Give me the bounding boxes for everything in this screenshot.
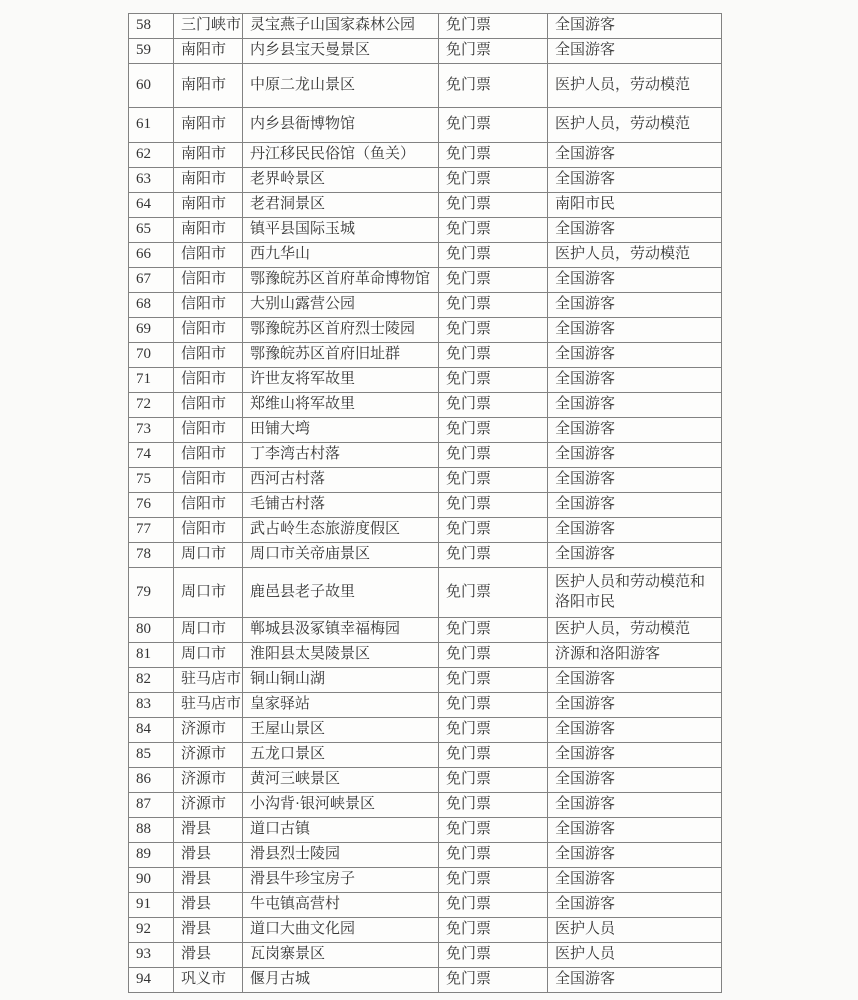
cell-attraction-name: 道口古镇 xyxy=(243,818,439,843)
cell-ticket-policy: 免门票 xyxy=(439,918,548,943)
cell-number: 87 xyxy=(129,793,174,818)
cell-attraction-name: 道口大曲文化园 xyxy=(243,918,439,943)
table-row xyxy=(129,868,722,893)
table-row xyxy=(129,293,722,318)
cell-ticket-policy: 免门票 xyxy=(439,943,548,968)
cell-ticket-policy: 免门票 xyxy=(439,968,548,993)
cell-ticket-policy: 免门票 xyxy=(439,568,548,618)
cell-attraction-name: 周口市关帝庙景区 xyxy=(243,543,439,568)
cell-number: 80 xyxy=(129,618,174,643)
cell-ticket-policy: 免门票 xyxy=(439,468,548,493)
cell-number: 84 xyxy=(129,718,174,743)
cell-city: 南阳市 xyxy=(174,143,243,168)
cell-attraction-name: 鹿邑县老子故里 xyxy=(243,568,439,618)
cell-number: 92 xyxy=(129,918,174,943)
cell-city: 信阳市 xyxy=(174,393,243,418)
cell-ticket-policy: 免门票 xyxy=(439,818,548,843)
cell-audience: 全国游客 xyxy=(548,343,722,368)
cell-number: 62 xyxy=(129,143,174,168)
cell-number: 81 xyxy=(129,643,174,668)
cell-ticket-policy: 免门票 xyxy=(439,193,548,218)
cell-audience: 全国游客 xyxy=(548,693,722,718)
table-row xyxy=(129,668,722,693)
table-row xyxy=(129,543,722,568)
cell-attraction-name: 郑维山将军故里 xyxy=(243,393,439,418)
cell-city: 滑县 xyxy=(174,868,243,893)
cell-audience: 全国游客 xyxy=(548,268,722,293)
cell-city: 三门峡市 xyxy=(174,14,243,39)
cell-city: 南阳市 xyxy=(174,193,243,218)
cell-attraction-name: 小沟背·银河峡景区 xyxy=(243,793,439,818)
cell-attraction-name: 五龙口景区 xyxy=(243,743,439,768)
cell-number: 75 xyxy=(129,468,174,493)
cell-number: 59 xyxy=(129,39,174,64)
cell-ticket-policy: 免门票 xyxy=(439,14,548,39)
cell-city: 信阳市 xyxy=(174,518,243,543)
cell-city: 周口市 xyxy=(174,568,243,618)
cell-attraction-name: 滑县牛珍宝房子 xyxy=(243,868,439,893)
cell-city: 周口市 xyxy=(174,643,243,668)
cell-city: 南阳市 xyxy=(174,168,243,193)
cell-attraction-name: 鄂豫皖苏区首府革命博物馆 xyxy=(243,268,439,293)
cell-city: 南阳市 xyxy=(174,218,243,243)
table-row xyxy=(129,368,722,393)
table-row xyxy=(129,318,722,343)
table-row xyxy=(129,793,722,818)
cell-number: 91 xyxy=(129,893,174,918)
cell-audience: 全国游客 xyxy=(548,143,722,168)
cell-number: 58 xyxy=(129,14,174,39)
table-row xyxy=(129,143,722,168)
cell-audience: 南阳市民 xyxy=(548,193,722,218)
cell-ticket-policy: 免门票 xyxy=(439,318,548,343)
cell-audience: 全国游客 xyxy=(548,218,722,243)
table-row xyxy=(129,818,722,843)
table-row xyxy=(129,343,722,368)
cell-city: 滑县 xyxy=(174,843,243,868)
table-row xyxy=(129,468,722,493)
cell-audience: 医护人员 xyxy=(548,943,722,968)
cell-audience: 全国游客 xyxy=(548,768,722,793)
cell-audience: 济源和洛阳游客 xyxy=(548,643,722,668)
cell-attraction-name: 偃月古城 xyxy=(243,968,439,993)
table-row xyxy=(129,193,722,218)
cell-city: 驻马店市 xyxy=(174,668,243,693)
cell-attraction-name: 中原二龙山景区 xyxy=(243,64,439,108)
cell-number: 72 xyxy=(129,393,174,418)
cell-attraction-name: 毛铺古村落 xyxy=(243,493,439,518)
cell-audience: 全国游客 xyxy=(548,443,722,468)
cell-attraction-name: 灵宝燕子山国家森林公园 xyxy=(243,14,439,39)
cell-attraction-name: 许世友将军故里 xyxy=(243,368,439,393)
cell-ticket-policy: 免门票 xyxy=(439,443,548,468)
cell-ticket-policy: 免门票 xyxy=(439,543,548,568)
cell-attraction-name: 丁李湾古村落 xyxy=(243,443,439,468)
cell-audience: 医护人员，劳动模范 xyxy=(548,618,722,643)
table-row xyxy=(129,243,722,268)
table-row xyxy=(129,968,722,993)
cell-city: 济源市 xyxy=(174,743,243,768)
cell-audience: 全国游客 xyxy=(548,318,722,343)
cell-city: 滑县 xyxy=(174,818,243,843)
cell-number: 88 xyxy=(129,818,174,843)
cell-number: 63 xyxy=(129,168,174,193)
cell-attraction-name: 黄河三峡景区 xyxy=(243,768,439,793)
cell-number: 68 xyxy=(129,293,174,318)
table-row xyxy=(129,518,722,543)
cell-audience: 全国游客 xyxy=(548,718,722,743)
cell-number: 60 xyxy=(129,64,174,108)
cell-city: 济源市 xyxy=(174,718,243,743)
cell-audience: 全国游客 xyxy=(548,368,722,393)
cell-ticket-policy: 免门票 xyxy=(439,493,548,518)
cell-city: 巩义市 xyxy=(174,968,243,993)
cell-attraction-name: 田铺大塆 xyxy=(243,418,439,443)
table-row xyxy=(129,39,722,64)
cell-city: 信阳市 xyxy=(174,343,243,368)
free-attractions-table xyxy=(128,13,722,993)
table-row xyxy=(129,168,722,193)
cell-ticket-policy: 免门票 xyxy=(439,268,548,293)
cell-attraction-name: 王屋山景区 xyxy=(243,718,439,743)
table-row xyxy=(129,918,722,943)
cell-city: 济源市 xyxy=(174,768,243,793)
cell-audience: 全国游客 xyxy=(548,793,722,818)
cell-attraction-name: 铜山铜山湖 xyxy=(243,668,439,693)
cell-city: 周口市 xyxy=(174,543,243,568)
cell-city: 信阳市 xyxy=(174,468,243,493)
cell-audience: 医护人员，劳动模范 xyxy=(548,64,722,108)
table-row xyxy=(129,493,722,518)
table-row xyxy=(129,893,722,918)
cell-number: 73 xyxy=(129,418,174,443)
cell-attraction-name: 大别山露营公园 xyxy=(243,293,439,318)
cell-attraction-name: 郸城县汲冢镇幸福梅园 xyxy=(243,618,439,643)
cell-audience: 全国游客 xyxy=(548,543,722,568)
cell-ticket-policy: 免门票 xyxy=(439,743,548,768)
cell-city: 滑县 xyxy=(174,893,243,918)
cell-audience: 全国游客 xyxy=(548,168,722,193)
cell-ticket-policy: 免门票 xyxy=(439,643,548,668)
cell-ticket-policy: 免门票 xyxy=(439,218,548,243)
cell-ticket-policy: 免门票 xyxy=(439,168,548,193)
cell-number: 94 xyxy=(129,968,174,993)
cell-number: 61 xyxy=(129,108,174,143)
cell-city: 滑县 xyxy=(174,918,243,943)
cell-number: 78 xyxy=(129,543,174,568)
cell-ticket-policy: 免门票 xyxy=(439,893,548,918)
cell-number: 85 xyxy=(129,743,174,768)
cell-attraction-name: 内乡县衙博物馆 xyxy=(243,108,439,143)
cell-audience: 全国游客 xyxy=(548,868,722,893)
cell-number: 67 xyxy=(129,268,174,293)
cell-city: 信阳市 xyxy=(174,493,243,518)
cell-ticket-policy: 免门票 xyxy=(439,768,548,793)
cell-ticket-policy: 免门票 xyxy=(439,718,548,743)
cell-attraction-name: 皇家驿站 xyxy=(243,693,439,718)
cell-ticket-policy: 免门票 xyxy=(439,64,548,108)
cell-audience: 全国游客 xyxy=(548,418,722,443)
table-row xyxy=(129,64,722,108)
cell-number: 93 xyxy=(129,943,174,968)
table-row xyxy=(129,718,722,743)
cell-city: 周口市 xyxy=(174,618,243,643)
cell-number: 89 xyxy=(129,843,174,868)
cell-audience: 全国游客 xyxy=(548,14,722,39)
cell-number: 83 xyxy=(129,693,174,718)
cell-number: 69 xyxy=(129,318,174,343)
cell-ticket-policy: 免门票 xyxy=(439,143,548,168)
cell-number: 79 xyxy=(129,568,174,618)
cell-attraction-name: 牛屯镇高营村 xyxy=(243,893,439,918)
cell-city: 信阳市 xyxy=(174,243,243,268)
cell-attraction-name: 鄂豫皖苏区首府旧址群 xyxy=(243,343,439,368)
cell-audience: 医护人员，劳动模范 xyxy=(548,243,722,268)
cell-audience: 全国游客 xyxy=(548,393,722,418)
cell-audience: 全国游客 xyxy=(548,843,722,868)
cell-number: 65 xyxy=(129,218,174,243)
cell-ticket-policy: 免门票 xyxy=(439,393,548,418)
cell-attraction-name: 老君洞景区 xyxy=(243,193,439,218)
cell-city: 南阳市 xyxy=(174,108,243,143)
cell-attraction-name: 鄂豫皖苏区首府烈士陵园 xyxy=(243,318,439,343)
cell-number: 82 xyxy=(129,668,174,693)
cell-number: 90 xyxy=(129,868,174,893)
cell-number: 66 xyxy=(129,243,174,268)
cell-city: 信阳市 xyxy=(174,268,243,293)
cell-city: 信阳市 xyxy=(174,318,243,343)
cell-attraction-name: 西九华山 xyxy=(243,243,439,268)
cell-ticket-policy: 免门票 xyxy=(439,868,548,893)
cell-ticket-policy: 免门票 xyxy=(439,39,548,64)
table-row xyxy=(129,643,722,668)
table-row xyxy=(129,218,722,243)
cell-audience: 全国游客 xyxy=(548,743,722,768)
table-row xyxy=(129,443,722,468)
table-row xyxy=(129,768,722,793)
table-row xyxy=(129,943,722,968)
cell-attraction-name: 老界岭景区 xyxy=(243,168,439,193)
cell-audience: 全国游客 xyxy=(548,893,722,918)
cell-attraction-name: 瓦岗寨景区 xyxy=(243,943,439,968)
cell-number: 77 xyxy=(129,518,174,543)
cell-number: 74 xyxy=(129,443,174,468)
cell-number: 76 xyxy=(129,493,174,518)
cell-attraction-name: 丹江移民民俗馆（鱼关） xyxy=(243,143,439,168)
cell-number: 70 xyxy=(129,343,174,368)
table-body xyxy=(129,14,722,993)
cell-attraction-name: 内乡县宝天曼景区 xyxy=(243,39,439,64)
cell-audience: 全国游客 xyxy=(548,468,722,493)
cell-audience: 全国游客 xyxy=(548,968,722,993)
cell-ticket-policy: 免门票 xyxy=(439,843,548,868)
cell-city: 信阳市 xyxy=(174,418,243,443)
cell-attraction-name: 滑县烈士陵园 xyxy=(243,843,439,868)
cell-city: 信阳市 xyxy=(174,368,243,393)
cell-ticket-policy: 免门票 xyxy=(439,518,548,543)
cell-ticket-policy: 免门票 xyxy=(439,793,548,818)
cell-ticket-policy: 免门票 xyxy=(439,293,548,318)
table-row xyxy=(129,743,722,768)
cell-audience: 全国游客 xyxy=(548,293,722,318)
cell-attraction-name: 西河古村落 xyxy=(243,468,439,493)
cell-ticket-policy: 免门票 xyxy=(439,243,548,268)
cell-ticket-policy: 免门票 xyxy=(439,108,548,143)
cell-city: 驻马店市 xyxy=(174,693,243,718)
table-row xyxy=(129,268,722,293)
cell-ticket-policy: 免门票 xyxy=(439,418,548,443)
cell-number: 86 xyxy=(129,768,174,793)
cell-audience: 医护人员，劳动模范 xyxy=(548,108,722,143)
table-row xyxy=(129,14,722,39)
cell-attraction-name: 镇平县国际玉城 xyxy=(243,218,439,243)
cell-attraction-name: 武占岭生态旅游度假区 xyxy=(243,518,439,543)
table-row xyxy=(129,843,722,868)
cell-audience: 医护人员和劳动模范和洛阳市民 xyxy=(548,568,722,618)
cell-ticket-policy: 免门票 xyxy=(439,618,548,643)
cell-city: 滑县 xyxy=(174,943,243,968)
cell-city: 南阳市 xyxy=(174,64,243,108)
cell-city: 南阳市 xyxy=(174,39,243,64)
cell-ticket-policy: 免门票 xyxy=(439,343,548,368)
cell-audience: 全国游客 xyxy=(548,668,722,693)
cell-attraction-name: 淮阳县太昊陵景区 xyxy=(243,643,439,668)
table-row xyxy=(129,393,722,418)
cell-ticket-policy: 免门票 xyxy=(439,668,548,693)
table-row xyxy=(129,618,722,643)
cell-city: 信阳市 xyxy=(174,293,243,318)
cell-ticket-policy: 免门票 xyxy=(439,693,548,718)
cell-audience: 全国游客 xyxy=(548,493,722,518)
cell-city: 信阳市 xyxy=(174,443,243,468)
table-row xyxy=(129,418,722,443)
cell-audience: 全国游客 xyxy=(548,818,722,843)
table-row xyxy=(129,568,722,618)
cell-city: 济源市 xyxy=(174,793,243,818)
table-row xyxy=(129,693,722,718)
cell-number: 64 xyxy=(129,193,174,218)
table-row xyxy=(129,108,722,143)
cell-ticket-policy: 免门票 xyxy=(439,368,548,393)
cell-audience: 全国游客 xyxy=(548,39,722,64)
cell-number: 71 xyxy=(129,368,174,393)
cell-audience: 医护人员 xyxy=(548,918,722,943)
cell-audience: 全国游客 xyxy=(548,518,722,543)
